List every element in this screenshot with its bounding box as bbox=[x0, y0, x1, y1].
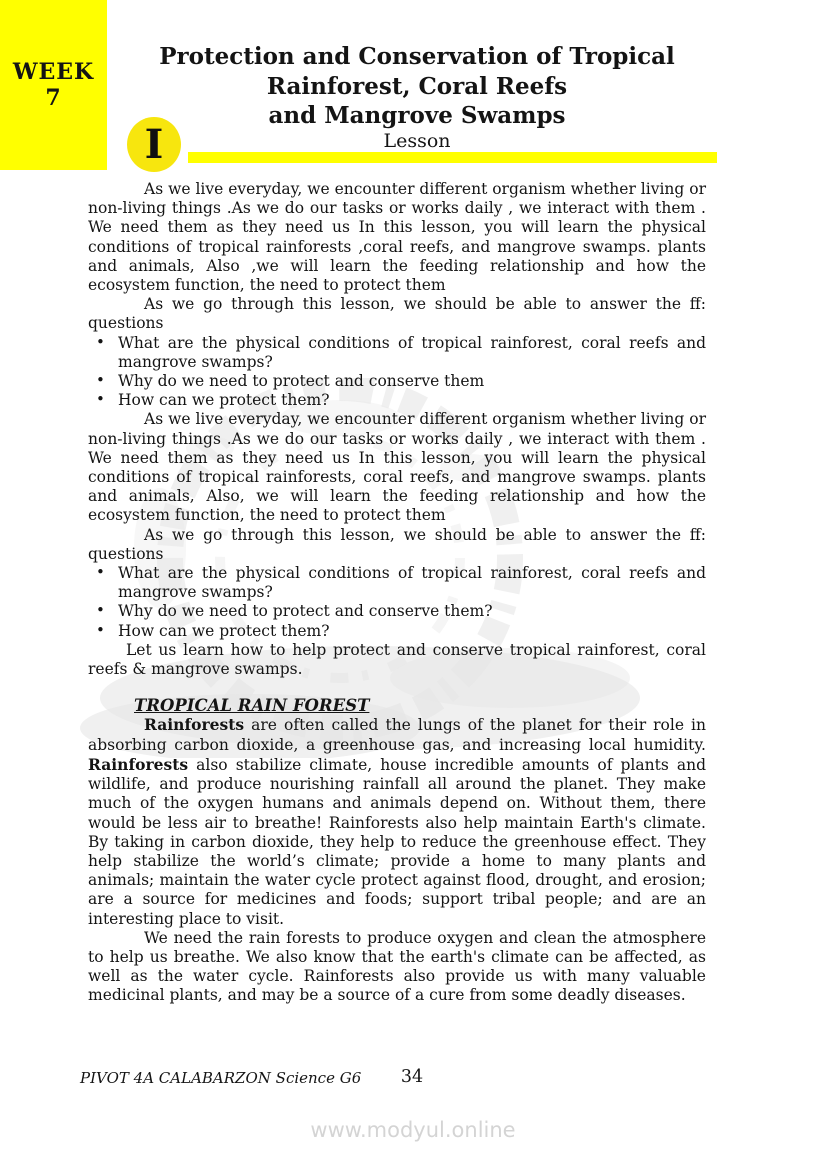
page-title bbox=[107, 42, 727, 131]
page-title-line-3: and Mangrove Swamps bbox=[268, 102, 566, 129]
objectives-lead-1: As we go through this lesson, we should be able to answer the ff: questions bbox=[88, 295, 706, 333]
week-number: 7 bbox=[45, 85, 62, 111]
question-list-2 bbox=[88, 564, 706, 641]
lesson-underline-bar bbox=[188, 152, 717, 163]
lesson-number-badge: I bbox=[127, 117, 181, 172]
page-title-line-1: Protection and Conservation of Tropical bbox=[159, 43, 675, 70]
body-text bbox=[88, 180, 706, 1006]
rainforest-paragraph-1 bbox=[88, 715, 706, 928]
bold-term-rainforests-1: Rainforests bbox=[144, 715, 245, 735]
week-label: WEEK bbox=[12, 59, 95, 85]
intro-paragraph-2: As we live everyday, we encounter different organism whether living or non-living things .As we do our tasks or works daily , we interact with them . We need them as they need us In this lesson, you will learn the physical conditions of tropical rainforests, coral reefs, and mangrove swamps. plants and animals, Also, we will learn the feeding relationship and how the ecosystem function, the need to protect them bbox=[88, 410, 706, 525]
question-item: • Why do we need to protect and conserve them? bbox=[88, 602, 706, 621]
watermark-url-text: www.modyul.online bbox=[310, 1118, 516, 1142]
question-item: • What are the physical conditions of tropical rainforest, coral reefs and mangrove swamps? bbox=[88, 334, 706, 372]
intro-paragraph-1: As we live everyday, we encounter different organism whether living or non-living things .As we do our tasks or works daily , we interact with them . We need them as they need us In this lesson, you will learn the physical conditions of tropical rainforests ,coral reefs, and mangrove swamps. plants and animals, Also ,we will learn the feeding relationship and how the ecosystem function, the need to protect them bbox=[88, 180, 706, 295]
rainforest-text-segment-1: are often called the lungs of the planet for their role in absorbing carbon dioxide, a greenhouse gas, and increasing local humidity. bbox=[88, 716, 706, 754]
rainforest-text-segment-2: also stabilize climate, house incredible amounts of plants and wildlife, and produce nourishing rainfall all around the planet. They make much of the oxygen humans and animals depend on. Without them, there would be less air to breathe! Rainforests also help maintain Earth's climate. By taking in carbon dioxide, they help to reduce the greenhouse effect. They help stabilize the world’s climate; provide a home to many plants and animals; maintain the water cycle protect against flood, drought, and erosion; are a source for medicines and foods; support tribal people; and are an interesting place to visit. bbox=[88, 755, 706, 928]
transition-paragraph: Let us learn how to help protect and conserve tropical rainforest, coral reefs & mangrove swamps. bbox=[88, 640, 706, 679]
lesson-label: Lesson bbox=[383, 130, 451, 152]
question-item: • How can we protect them? bbox=[88, 391, 706, 410]
week-badge bbox=[0, 0, 107, 170]
section-heading-tropical-rain-forest: TROPICAL RAIN FOREST bbox=[134, 696, 370, 716]
question-list-1 bbox=[88, 334, 706, 411]
objectives-lead-2: As we go through this lesson, we should be able to answer the ff: questions bbox=[88, 525, 706, 563]
page-title-line-2: Rainforest, Coral Reefs bbox=[266, 72, 568, 100]
question-item: • What are the physical conditions of tropical rainforest, coral reefs and mangrove swamps? bbox=[88, 564, 706, 602]
page-number: 34 bbox=[400, 1067, 424, 1087]
footer-book-title: PIVOT 4A CALABARZON Science G6 bbox=[80, 1069, 362, 1087]
question-item: • How can we protect them? bbox=[88, 622, 706, 641]
rainforest-paragraph-2: We need the rain forests to produce oxygen and clean the atmosphere to help us breathe. We also know that the earth's climate can be affected, as well as the water cycle. Rainforests also provide us with many valuable medicinal plants, and may be a source of a cure from some deadly diseases. bbox=[88, 928, 706, 1005]
bold-term-rainforests-2: Rainforests bbox=[88, 754, 189, 774]
question-item: • Why do we need to protect and conserve them bbox=[88, 372, 706, 391]
